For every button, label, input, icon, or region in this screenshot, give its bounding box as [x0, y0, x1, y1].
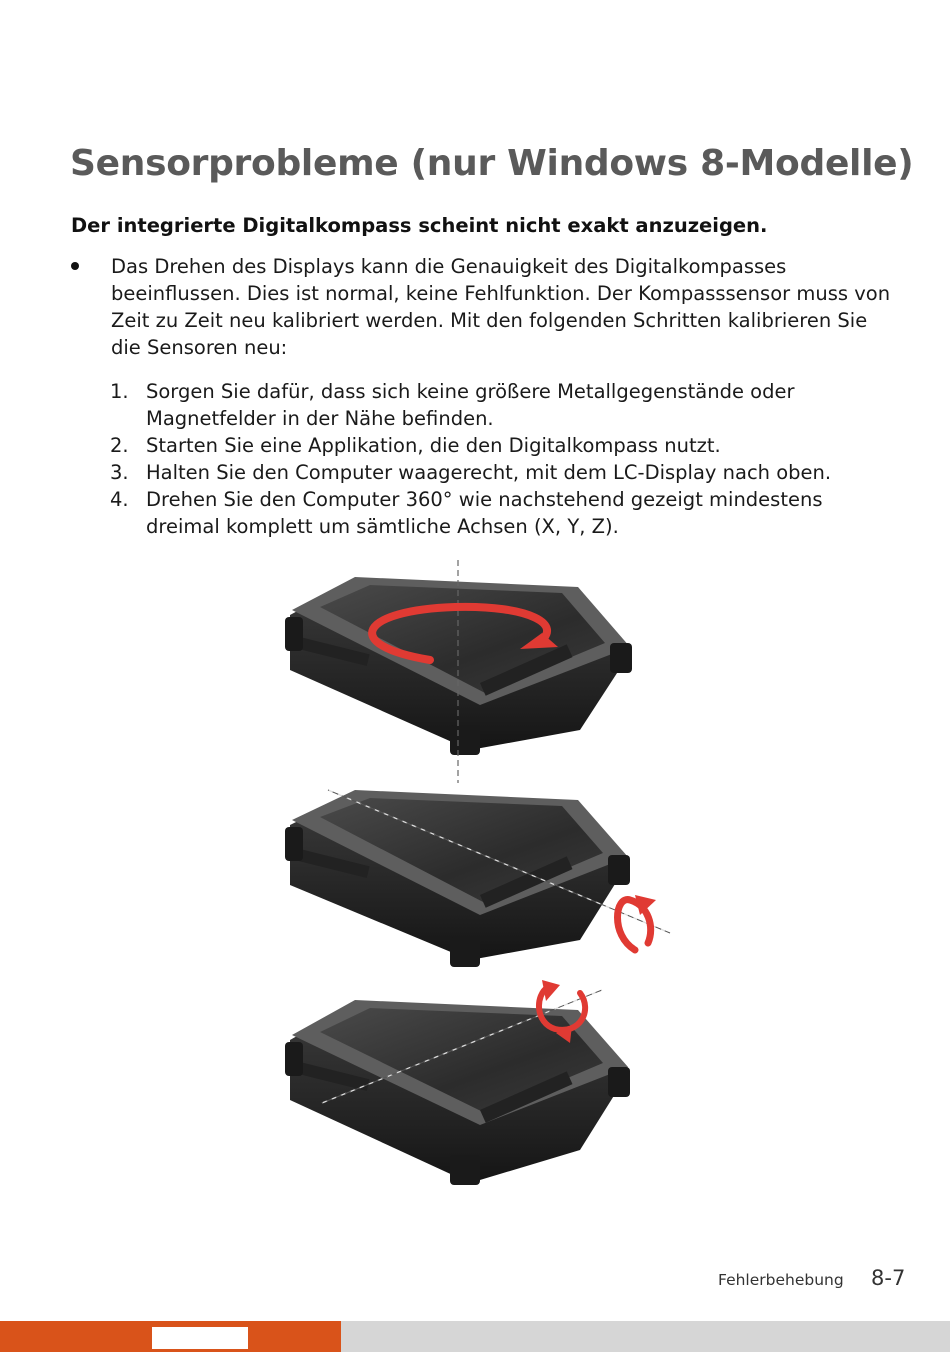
bullet-text: Das Drehen des Displays kann die Genauigkeit des Digitalkompasses beeinflussen. Dies ist normal, keine Fehlfunktion. Der Kompasssensor muss von Zeit zu Zeit neu kalibriert werden. Mit den folgenden Schritten kalibrieren Sie die Sensoren neu:	[111, 255, 891, 359]
step-text: Starten Sie eine Applikation, die den Digitalkompass nutzt.	[146, 434, 721, 457]
footer-bar-marker	[152, 1327, 248, 1349]
footer-section-label: Fehlerbehebung	[718, 1271, 844, 1289]
step-text: Halten Sie den Computer waagerecht, mit dem LC-Display nach oben.	[146, 461, 832, 484]
step-number: 2.	[110, 434, 129, 457]
footer-page-number: 8-7	[871, 1266, 906, 1290]
tablet-y-axis	[285, 980, 630, 1185]
step-text: Drehen Sie den Computer 360° wie nachstehend gezeigt mindestens dreimal komplett um sämtliche Achsen (X, Y, Z).	[146, 488, 823, 538]
page-title: Sensorprobleme (nur Windows 8-Modelle)	[70, 143, 914, 184]
tablet-x-axis	[285, 790, 670, 967]
step-number: 4.	[110, 488, 129, 511]
step-number: 1.	[110, 380, 129, 403]
step-item	[110, 378, 900, 432]
step-item	[110, 459, 900, 486]
tablet-z-axis	[285, 560, 632, 783]
footer-bar-gray	[341, 1321, 950, 1352]
step-item	[110, 486, 900, 540]
bullet-item	[71, 253, 891, 361]
step-item	[110, 432, 900, 459]
tablet-rotation-illustration	[280, 555, 680, 1195]
step-text: Sorgen Sie dafür, dass sich keine größere Metallgegenstände oder Magnetfelder in der Nähe befinden.	[146, 380, 795, 430]
bullet-icon	[71, 262, 79, 270]
section-subtitle: Der integrierte Digitalkompass scheint nicht exakt anzuzeigen.	[71, 214, 768, 237]
step-list	[110, 378, 900, 540]
step-number: 3.	[110, 461, 129, 484]
